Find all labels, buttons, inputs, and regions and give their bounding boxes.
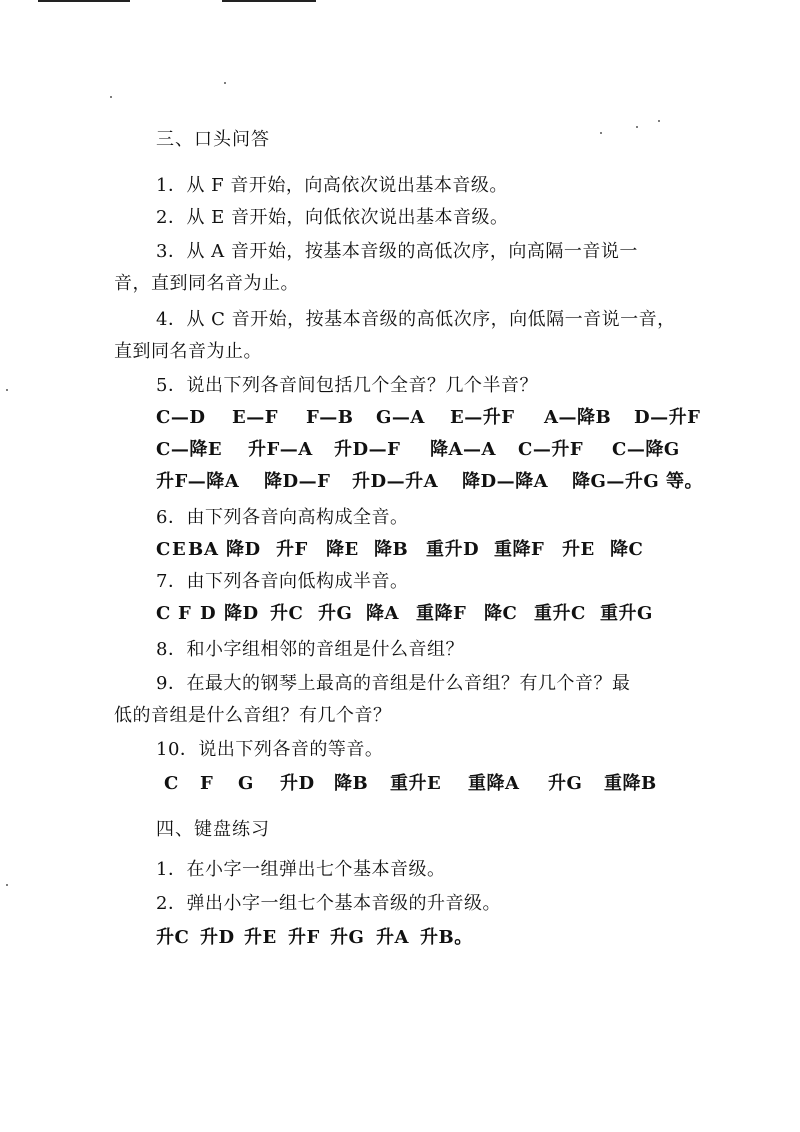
note-item: 升D — [200, 927, 235, 948]
question-1: 1．从 F 音开始，向高依次说出基本音级。 — [156, 175, 508, 196]
note-item: 重升G — [600, 603, 653, 624]
note-item: 升B。 — [420, 927, 473, 948]
interval-item: C—D — [156, 407, 206, 428]
note-item: 重降F — [494, 539, 545, 560]
interval-item: 升F—A — [248, 439, 313, 460]
note-item: E — [172, 539, 187, 560]
question-10: 10．说出下列各音的等音。 — [156, 739, 384, 760]
note-item: 降C — [610, 539, 644, 560]
note-item: 升G — [330, 927, 365, 948]
question-7-notes — [156, 602, 653, 626]
note-item: F — [178, 603, 192, 624]
note-item: 降E — [326, 539, 359, 560]
interval-item: 降A—A — [430, 439, 496, 460]
question-6: 6．由下列各音向高构成全音。 — [156, 507, 409, 528]
interval-item: G—A — [376, 407, 425, 428]
note-item: C — [156, 539, 171, 560]
interval-item: E—升F — [450, 407, 515, 428]
note-item: 重升C — [534, 603, 586, 624]
note-item: 升A — [376, 927, 409, 948]
question-6-notes — [156, 538, 643, 562]
note-item: F — [200, 773, 214, 794]
question-2: 2．从 E 音开始，向低依次说出基本音级。 — [156, 207, 509, 228]
note-item: 重升D — [426, 539, 480, 560]
section-4-heading: 四、键盘练习 — [156, 819, 270, 840]
note-item: 重降A — [468, 773, 520, 794]
exercise-2-notes — [156, 926, 473, 950]
note-item: G — [238, 773, 254, 794]
question-5-row-3 — [156, 470, 703, 494]
interval-item: F—B — [306, 407, 354, 428]
note-item: A — [204, 539, 219, 560]
interval-item: 升D—升A — [352, 471, 439, 492]
note-item: D — [200, 603, 217, 624]
question-4-line-2: 直到同名音为止。 — [114, 341, 262, 362]
question-10-notes — [164, 772, 657, 796]
note-item: C — [156, 603, 171, 624]
question-7: 7．由下列各音向低构成半音。 — [156, 571, 409, 592]
note-item: 降D — [226, 539, 261, 560]
question-5: 5．说出下列各音间包括几个全音？几个半音？ — [156, 375, 538, 396]
note-item: 重升E — [390, 773, 442, 794]
question-8: 8．和小字组相邻的音组是什么音组？ — [156, 639, 464, 660]
note-item: 降B — [334, 773, 369, 794]
interval-item: E—F — [232, 407, 278, 428]
note-item: 升G — [548, 773, 583, 794]
question-3-line-2: 音，直到同名音为止。 — [114, 273, 299, 294]
question-9-line-1: 9．在最大的钢琴上最高的音组是什么音组？有几个音？最 — [156, 673, 631, 694]
exercise-1: 1．在小字一组弹出七个基本音级。 — [156, 859, 446, 880]
note-item: 升E — [562, 539, 595, 560]
interval-item: C—降E — [156, 439, 223, 460]
interval-item: A—降B — [544, 407, 612, 428]
question-5-row-2 — [156, 438, 680, 462]
interval-item: C—升F — [518, 439, 584, 460]
note-item: B — [188, 539, 204, 560]
question-9-line-2: 低的音组是什么音组？有几个音？ — [114, 705, 392, 726]
note-item: 降D — [224, 603, 259, 624]
question-5-row-1 — [156, 406, 700, 430]
interval-item: 降D—降A — [462, 471, 549, 492]
note-item: 升D — [280, 773, 315, 794]
note-item: 升E — [244, 927, 277, 948]
note-item: C — [164, 773, 179, 794]
note-item: 重降F — [416, 603, 467, 624]
note-item: 升C — [270, 603, 304, 624]
interval-item: 降D—F — [264, 471, 331, 492]
section-3-heading: 三、口头问答 — [156, 129, 270, 150]
note-item: 升F — [276, 539, 308, 560]
question-3-line-1: 3．从 A 音开始，按基本音级的高低次序，向高隔一音说一 — [156, 241, 638, 262]
note-item: 降C — [484, 603, 518, 624]
note-item: 降A — [366, 603, 399, 624]
note-item: 升F — [288, 927, 320, 948]
interval-item: 升D—F — [334, 439, 401, 460]
note-item: 降B — [374, 539, 409, 560]
interval-item: 降G—升G 等。 — [572, 471, 704, 492]
note-item: 升C — [156, 927, 190, 948]
interval-item: 升F—降A — [156, 471, 240, 492]
question-4-line-1: 4．从 C 音开始，按基本音级的高低次序，向低隔一音说一音， — [156, 309, 676, 330]
interval-item: D—升F — [634, 407, 701, 428]
note-item: 升G — [318, 603, 353, 624]
note-item: 重降B — [604, 773, 657, 794]
interval-item: C—降G — [612, 439, 680, 460]
exercise-2: 2．弹出小字一组七个基本音级的升音级。 — [156, 893, 501, 914]
